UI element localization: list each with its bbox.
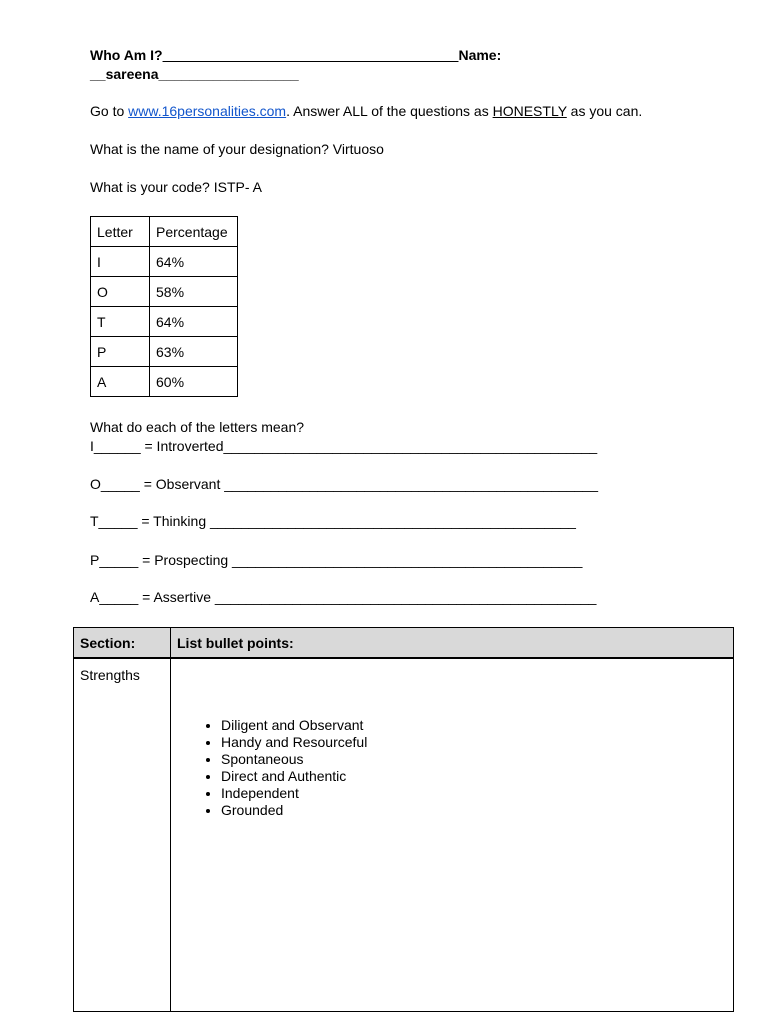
personality-site-link[interactable]: www.16personalities.com	[128, 103, 287, 119]
meaning-line-a: A_____ = Assertive _________________________________________________	[90, 589, 597, 605]
list-item: • Independent	[221, 785, 727, 802]
letter-percentage-table	[90, 216, 238, 397]
table-row	[91, 277, 238, 307]
name-value: __sareena__________________	[90, 66, 299, 82]
strengths-list	[177, 717, 727, 819]
table-row	[91, 307, 238, 337]
strengths-label: Strengths	[74, 658, 171, 1012]
table-row	[91, 367, 238, 397]
percentage-cell: 60%	[150, 367, 238, 397]
title-blank: ______________________________________	[162, 47, 459, 63]
table-row	[91, 247, 238, 277]
percentage-cell: 58%	[150, 277, 238, 307]
worksheet-title: Who Am I?	[90, 47, 163, 63]
letter-cell: I	[91, 247, 150, 277]
instructions-line	[90, 103, 642, 120]
letter-cell: T	[91, 307, 150, 337]
meaning-line-o: O_____ = Observant ________________________________________________	[90, 476, 598, 492]
percentage-cell: 64%	[150, 247, 238, 277]
meanings-prompt: What do each of the letters mean?	[90, 419, 305, 435]
section-header-row	[74, 628, 734, 659]
percentage-cell: 63%	[150, 337, 238, 367]
instructions-middle: . Answer ALL of the questions as	[286, 103, 493, 119]
header-letter: Letter	[91, 217, 150, 247]
list-item: • Direct and Authentic	[221, 768, 727, 785]
letter-cell: P	[91, 337, 150, 367]
strengths-cell	[171, 658, 734, 1012]
bullet-points-header: List bullet points:	[171, 628, 734, 659]
list-item: • Diligent and Observant	[221, 717, 727, 734]
table-header-row	[91, 217, 238, 247]
letter-cell: A	[91, 367, 150, 397]
worksheet-title-line	[90, 47, 501, 64]
table-row	[91, 337, 238, 367]
instructions-prefix: Go to	[90, 103, 129, 119]
letter-cell: O	[91, 277, 150, 307]
header-percentage: Percentage	[150, 217, 238, 247]
honestly-emphasis: HONESTLY	[492, 103, 567, 119]
name-label: Name:	[458, 47, 502, 63]
section-bullets-table	[73, 627, 734, 1012]
percentage-cell: 64%	[150, 307, 238, 337]
list-item: • Spontaneous	[221, 751, 727, 768]
section-header: Section:	[74, 628, 171, 659]
strengths-row	[74, 658, 734, 1012]
designation-question: What is the name of your designation? Virtuoso	[90, 141, 384, 157]
list-item: • Grounded	[221, 802, 727, 819]
code-question: What is your code? ISTP- A	[90, 179, 262, 195]
instructions-end: as you can.	[566, 103, 643, 119]
meaning-line-i: I______ = Introverted________________________________________________	[90, 438, 598, 454]
meaning-line-p: P_____ = Prospecting _____________________________________________	[90, 552, 583, 568]
list-item: • Handy and Resourceful	[221, 734, 727, 751]
meaning-line-t: T_____ = Thinking _______________________________________________	[90, 513, 576, 529]
